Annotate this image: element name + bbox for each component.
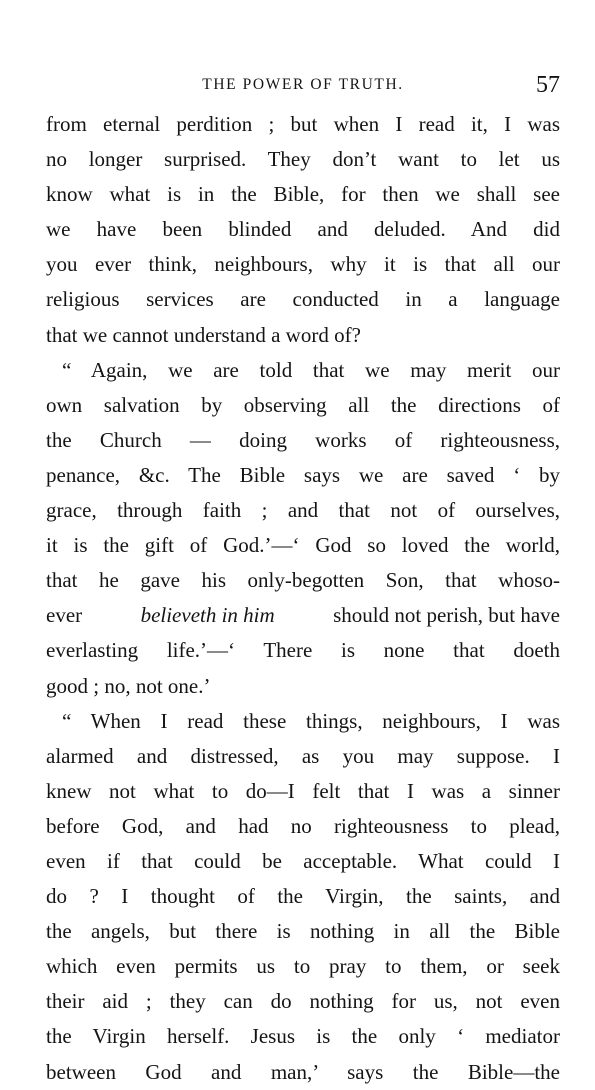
text-line: religious services are conducted in a language [46,287,560,312]
running-title: THE POWER OF TRUTH. [202,76,404,93]
text-line: knew not what to do—I felt that I was a sinner [46,778,560,803]
text-line: before God, and had no righteousness to plead, [46,813,560,838]
text-line: it is the gift of God.’—‘ God so loved the world, [46,533,560,558]
text-line: penance, &c. The Bible says we are saved ‘ by [46,462,560,487]
text-line: that we cannot understand a word of? [46,322,361,347]
text-line: know what is in the Bible, for then we shall see [46,182,560,207]
paragraph-start-line: “ Again, we are told that we may merit our [62,357,560,382]
text-line: from eternal perdition ; but when I read it, I was [46,112,560,136]
text-line: the angels, but there is nothing in all the Bible [46,919,560,944]
paragraph-start-line: “ When I read these things, neighbours, I was [62,708,560,733]
text-line: which even permits us to pray to them, or seek [46,954,560,979]
text-line: even if that could be acceptable. What could I [46,848,560,873]
text-line: that he gave his only-begotten Son, that whoso- [46,568,560,593]
text-line: their aid ; they can do nothing for us, not even [46,989,560,1014]
text-line: do ? I thought of the Virgin, the saints, and [46,884,560,909]
text-line: everlasting life.’—‘ There is none that doeth [46,638,560,663]
body-text [46,107,560,1090]
text-line: we have been blinded and deluded. And did [46,217,560,242]
italic-phrase: believeth in him [140,603,275,628]
text-segment: should not perish, but have [327,603,560,628]
text-line-with-italic [46,598,560,633]
text-line: own salvation by observing all the directions of [46,392,560,417]
text-line: the Virgin herself. Jesus is the only ‘ mediator [46,1024,560,1049]
text-line: between God and man,’ says the Bible—the [46,1059,560,1084]
page-number: 57 [536,72,560,98]
text-segment: ever [46,603,88,628]
text-line: grace, through faith ; and that not of ourselves, [46,498,560,523]
text-line: good ; no, not one.’ [46,673,211,698]
text-line: alarmed and distressed, as you may suppose. I [46,743,560,768]
text-line: the Church — doing works of righteousness, [46,427,560,452]
text-line: no longer surprised. They don’t want to let us [46,147,560,172]
text-line: you ever think, neighbours, why it is that all our [46,252,560,277]
running-head [46,70,560,100]
